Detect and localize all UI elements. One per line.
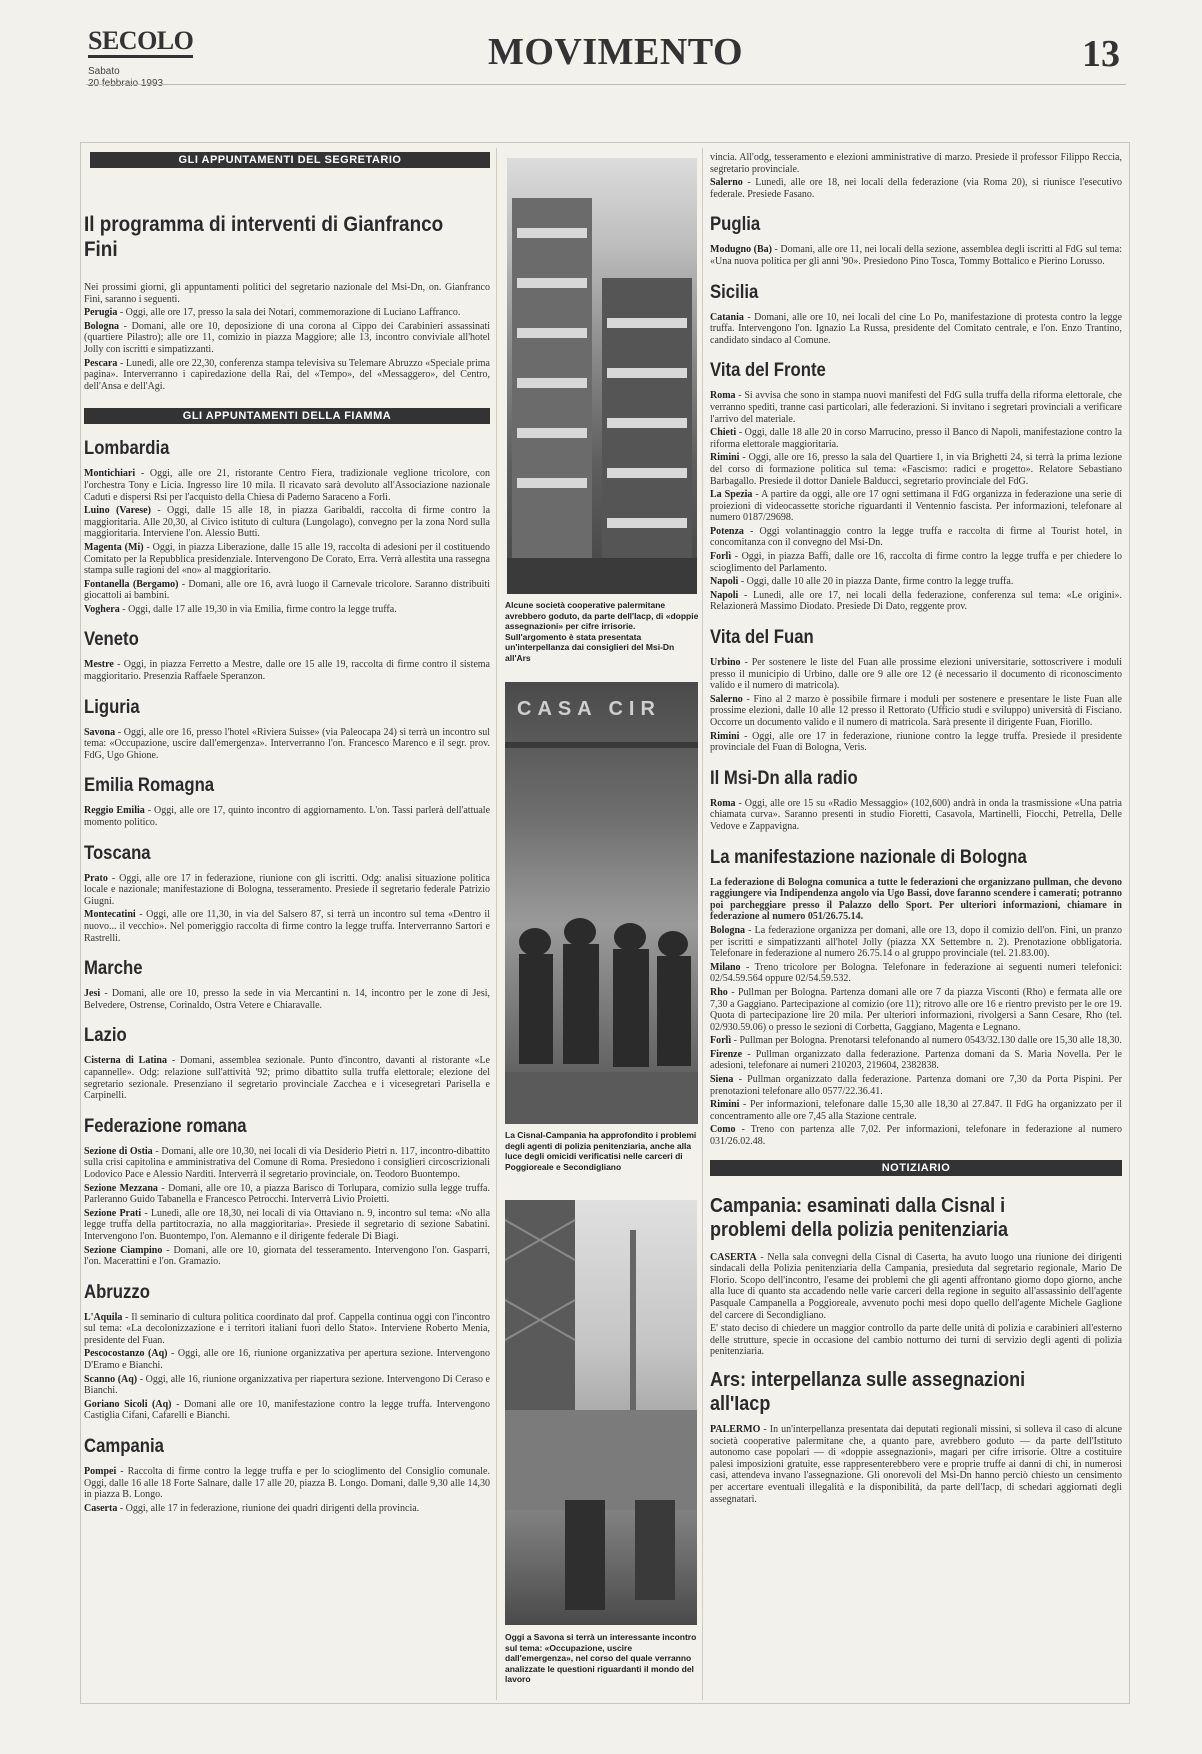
place-name: Modugno (Ba) xyxy=(710,244,772,256)
place-name: Pescocostanzo (Aq) xyxy=(84,1348,168,1360)
paragraph-text: - Domani, alle ore 10,30, nei locali di via Desiderio Pietri n. 117, incontro-dibattito sulla crisi capitolina e amministrativa del Comune di Roma. Presiedono i consiglieri circoscrizionali Lodovico Pace e Alessio Narditi. Interverrà il segretario provinciale, on. Teodoro Buontempo. xyxy=(84,1145,490,1180)
event-paragraph xyxy=(710,731,1122,754)
place-name: Savona xyxy=(84,726,116,738)
place-name: Forlì xyxy=(710,1035,732,1047)
event-paragraph xyxy=(710,798,1122,833)
section-intro: La federazione di Bologna comunica a tutte le federazioni che organizzano pullman, che devono raggiungere via Indipendenza angolo via Ugo Bassi, dove faranno scendere i camerati; potranno poi parcheggiare presso il Palazzo dello Sport. Per ulteriori informazioni, chiamare in federazione al numero 051/26.75.14. xyxy=(710,876,1122,923)
photo-caption-savona: Oggi a Savona si terrà un interessante incontro sul tema: «Occupazione, uscire dall'emergenza», nel corso del quale verranno analizzate le questioni riguardanti il mondo del lavoro xyxy=(505,1632,697,1684)
regions-list xyxy=(84,438,490,1514)
paragraph-text: E' stato deciso di chiedere un maggior controllo da parte delle unità di polizia e carabinieri all'esterno delle strutture, specie in occasione del cambio notturno dei turni di servizio degli agenti di polizia penitenziaria. xyxy=(710,1323,1122,1358)
event-paragraph xyxy=(710,489,1122,524)
section-bar-fiamma: GLI APPUNTAMENTI DELLA FIAMMA xyxy=(84,408,490,424)
paragraph-text: - A partire da oggi, alle ore 17 ogni settimana il FdG organizza in federazione una serie di proiezioni di videocassette storiche riguardanti il Ventennio fascista. Per informazioni, telefonare al numero 0187/29698. xyxy=(710,489,1122,524)
photo-caption-palermo: Alcune società cooperative palermitane avrebbero goduto, da parte dell'Iacp, di «doppie assegnazioni» per cifre irrisorie. Sull'argomento è stata presentata un'interpellanza dai consiglieri del Msi-Dn all'Ars xyxy=(505,600,699,663)
photo-caption-cisnal: La Cisnal-Campania ha approfondito i problemi degli agenti di polizia penitenziaria, anche alla luce degli omicidi verificatisi nelle carceri di Poggioreale e Secondigliano xyxy=(505,1130,697,1172)
right-sections xyxy=(710,214,1122,1147)
place-name: Forlì xyxy=(710,551,732,563)
place-name: Como xyxy=(710,1124,736,1136)
place-name: La Spezia xyxy=(710,489,753,501)
section-title: MOVIMENTO xyxy=(488,31,744,73)
region-heading: Federazione romana xyxy=(84,1115,247,1137)
event-paragraph xyxy=(710,312,1122,347)
paragraph-text: - Oggi, in piazza Liberazione, dalle 15 alle 19, raccolta di adesioni per il costituendo Comitato per la Repubblica presidenziale. Intervengono De Corato, Erra. Verrà allestita una rassegna stampa sulle ragioni del «no» al maggioritario. xyxy=(84,541,490,577)
event-paragraph xyxy=(710,576,1122,588)
port-illustration xyxy=(505,1200,697,1625)
event-paragraph xyxy=(84,727,490,762)
ars-title: Ars: interpellanza sulle assegnazioni all'Iacp xyxy=(710,1368,1026,1415)
paragraph-text: - Pullman per Bologna. Partenza domani alle ore 7 da piazza Visconti (Rho) e fermata alle ore 7,30 a Gaggiano. Partecipazione al comizio (ore 11); ritrovo alle ore 16 e rientro previsto per le ore 19. Quota di partecipazione lire 20 mila. Per ulteriori informazioni, rivolgersi a Sann Cesare, Rho (tel. 02/930.59.06) o presso le sezioni di Corbetta, Gaggiano, Magenta e Legnano. xyxy=(710,986,1122,1033)
page-number: 13 xyxy=(1082,33,1120,75)
paragraph-text: - Oggi, alle ore 17, presso la sala dei Notari, commemorazione di Luciano Laffranco. xyxy=(117,307,461,319)
event-paragraph xyxy=(84,1055,490,1101)
paragraph-text: - Lunedì, alle ore 18,30, nei locali di via Ottaviano n. 9, incontro sul tema: «No alla legge truffa della partitocrazia, no alla maggioritaria». Presiede il segretario di sezione Sabatini. Intervengono l'on. Buontempo, l'on. Alemanno e il dirigente federale Di Biagi. xyxy=(84,1207,490,1242)
paragraph-text: - Per sostenere le liste del Fuan alle prossime elezioni universitarie, sottoscrivere i moduli presso il municipio di Urbino, dalle ore 9 alle ore 12 (è necessario il documento di riconoscimento valido e il numero di matricola). xyxy=(710,657,1122,692)
place-name: Sezione Prati xyxy=(84,1207,142,1219)
place-name: Rimini xyxy=(710,452,740,464)
place-name: Potenza xyxy=(710,525,744,537)
event-paragraph xyxy=(84,805,490,828)
event-paragraph xyxy=(710,244,1122,267)
paragraph-text: - Oggi, alle 17 in federazione, riunione dei quadri dirigenti della provincia. xyxy=(117,1502,420,1514)
event-paragraph xyxy=(710,1049,1122,1072)
cisnal-article xyxy=(710,1252,1122,1358)
event-paragraph xyxy=(710,551,1122,574)
event-paragraph xyxy=(84,1312,490,1347)
paragraph-text: - Oggi, alle ore 16, presso l'hotel «Riviera Suisse» (via Paleocapa 24) si terrà un incontro sul tema: «Occupazione, uscire dall'emergenza». Interverranno l'on. Francesco Marenco e il segr. prov. FdG, Ugo Ghione. xyxy=(84,726,490,761)
place-name: Napoli xyxy=(710,576,739,588)
paragraph-text: - Oggi, in piazza Baffi, dalle ore 16, raccolta di firme contro la legge truffa e per chiedere lo scioglimento del Parlamento. xyxy=(710,551,1122,574)
paragraph-text: - Pullman per Bologna. Prenotarsi telefonando al numero 0543/32.130 dalle ore 15,30 alle 18,30. xyxy=(731,1035,1122,1047)
place-name: Roma xyxy=(710,390,736,402)
event-paragraph xyxy=(710,657,1122,692)
paragraph-text: - Oggi, in piazza Ferretto a Mestre, dalle ore 15 alle 19, raccolta di firme contro il sistema maggioritario. Presenzia Raffaele Speranzon. xyxy=(84,659,490,683)
place-name: Sezione di Ostia xyxy=(84,1145,153,1157)
paragraph-text: - Nella sala convegni della Cisnal di Caserta, ha avuto luogo una riunione dei dirigenti sindacali della Polizia penitenziaria della Campania, presieduta dal segretario regionale, Mario De Florio. Scopo dell'incontro, l'esame dei problemi che gli agenti affrontano giorno dopo giorno, anche alla luce di quanto sta accadendo nelle varie carceri della regione in seguito all'assassinio dell'agente Pasquale Campanella a Poggioreale, avvenuto pochi mesi dopo quello dell'agente Michele Gaglione del carcere di Secondigliano. xyxy=(710,1251,1122,1321)
section-heading: Il Msi-Dn alla radio xyxy=(710,767,858,789)
region-heading: Lombardia xyxy=(84,438,170,460)
place-name: Perugia xyxy=(84,307,118,319)
issue-date xyxy=(88,66,163,90)
paragraph-text: - Pullman organizzato dalla federazione. Partenza domani da S. Maria Novella. Per le adesioni, telefonare ai numeri 210203, 219604, 2382838. xyxy=(710,1048,1122,1072)
event-paragraph xyxy=(710,390,1122,425)
place-name: Rho xyxy=(710,986,728,998)
event-paragraph xyxy=(710,962,1122,985)
event-paragraph xyxy=(84,1183,490,1206)
fini-paragraph xyxy=(84,358,490,393)
paragraph-text: - Lunedì, alle ore 22,30, conferenza stampa televisiva su Telemare Abruzzo «Speciale prima pagina». Interverranno i capiredazione della Rai, del «Tempo», del «Messaggero», del Centro, dell'Ansa e dell'Agi. xyxy=(84,357,490,392)
paragraph-text: - Domani alle ore 10, manifestazione contro la legge truffa. Intervengono Castiglia Cifani, Cafarelli e Bianchi. xyxy=(84,1398,490,1422)
issue-day: Sabato xyxy=(88,66,120,77)
fini-title: Il programma di interventi di Gianfranco Fini xyxy=(84,213,444,261)
paragraph-text: - Pullman organizzato dalla federazione. Partenza domani ore 7,30 da Porta Pispini. Per prenotazioni telefonare allo 0577/22.36.41. xyxy=(710,1074,1122,1097)
paragraph-text: - Oggi, alle ore 16, riunione organizzativa per apertura sezione. Intervengono D'Eramo e Bianchi. xyxy=(84,1348,490,1372)
cisnal-paragraph xyxy=(710,1252,1122,1322)
cisnal-paragraph xyxy=(710,1323,1122,1358)
paragraph-text: - Oggi, dalle 15 alle 18, in piazza Garibaldi, raccolta di firme contro la maggioritaria. Alle 20,30, al Civico istituto di cultura (Lungolago), convegno per la zona Nord sulla maggioritaria. Interviene l'on. Alessio Butti. xyxy=(84,505,490,540)
place-name: CASERTA xyxy=(710,1251,757,1263)
paragraph-text: - Domani, alle ore 10, a piazza Barisco di Torlupara, comizio sulla legge truffa. Parleranno Guido Tabanella e Francesco Petrocchi. Interverrà Livio Proietti. xyxy=(84,1182,490,1206)
left-column xyxy=(84,152,490,1697)
place-name: Reggio Emilia xyxy=(84,805,145,817)
ars-article xyxy=(710,1424,1122,1505)
place-name: Catania xyxy=(710,311,744,323)
paragraph-text: - Oggi, alle ore 17, quinto incontro di aggiornamento. L'on. Tassi parlerà dell'attuale momento politico. xyxy=(84,805,490,829)
ars-paragraph xyxy=(710,1424,1122,1505)
paragraph-text: - Per informazioni, telefonare dalle 15,30 alle 18,30 al 27.847. Il FdG ha organizzato per il concentramento alle ore 7,45 alla Stazione centrale. xyxy=(710,1099,1122,1122)
event-paragraph xyxy=(710,1124,1122,1147)
fini-paragraph xyxy=(84,307,490,319)
place-name: Montecatini xyxy=(84,909,136,921)
continued-paragraph xyxy=(710,177,1122,200)
place-name: Mestre xyxy=(84,659,114,671)
paragraph-text: - Oggi, alle ore 11,30, in via del Salsero 87, si terrà un incontro sul tema «Dentro il nuovo... il vecchio». Nel pomeriggio raccolta di firme contro la legge truffa. Interverranno Sartori e Rastrelli. xyxy=(84,909,490,944)
event-paragraph xyxy=(710,1035,1122,1047)
place-name: Pescara xyxy=(84,357,118,369)
paragraph-text: - Oggi volantinaggio contro la legge truffa e raccolta di firme al Tourist hotel, in concomitanza con il convegno del Msi-Dn. xyxy=(710,525,1122,549)
buildings-illustration xyxy=(507,158,697,594)
paragraph-text: - Domani, alle ore 11, nei locali della sezione, assemblea degli iscritti al FdG sul tema: «Una nuova politica per gli anni '90». Presiedono Pino Tosca, Tommy Bottalico e Pierino Lorusso. xyxy=(710,244,1122,267)
event-paragraph xyxy=(84,873,490,908)
place-name: Prato xyxy=(84,872,108,884)
section-bar-notiziario: NOTIZIARIO xyxy=(710,1160,1122,1176)
place-name: Luino (Varese) xyxy=(84,505,151,517)
event-paragraph xyxy=(84,1348,490,1371)
fini-paragraph xyxy=(84,282,490,305)
place-name: Salerno xyxy=(710,177,743,189)
place-name: Rimini xyxy=(710,1099,740,1111)
paragraph-text: - Treno con partenza alle 7,02. Per informazioni, telefonare in federazione al numero 031/26.02.48. xyxy=(710,1124,1122,1148)
place-name: Sezione Mezzana xyxy=(84,1182,158,1194)
paragraph-text: - Oggi, alle ore 21, ristorante Centro Fiera, tradizionale veglione tricolore, con l'orchestra Tony e Licia. Ingresso lire 10 mila. Il ricavato sarà devoluto all'Associazione nazionale Caduti e dispersi Rsi per l'acquisto della Chiesa di Paderno Saraceno a Forlì. xyxy=(84,468,490,503)
region-heading: Emilia Romagna xyxy=(84,775,215,797)
region-heading: Veneto xyxy=(84,629,139,651)
place-name: Magenta (Mi) xyxy=(84,541,144,553)
place-name: Montichiari xyxy=(84,468,136,480)
paragraph-text: - Fino al 2 marzo è possibile firmare i moduli per sostenere e presentare le liste Fuan alle prossime elezioni, dalle 10 alle 12 presso il Rettorato (Ufficio studi e sviluppo) università di Fisciano. Occorre un documento valido e il numero di matricola. Sarà presente il dirigente Fuan, Fiorillo. xyxy=(710,693,1122,728)
paragraph-text: - Lunedì, alle ore 18, nei locali della federazione (via Roma 20), si riunisce l'esecutivo federale. Presiede Fasano. xyxy=(710,177,1122,200)
event-paragraph xyxy=(710,1099,1122,1122)
place-name: Napoli xyxy=(710,589,739,601)
paragraph-text: - Domani, alle ore 16, avrà luogo il Carnevale tricolore. Saranno distribuiti giocattoli ai bambini. xyxy=(84,578,490,602)
paragraph-text: - Domani, assemblea sezionale. Punto d'incontro, davanti al ristorante «Le capannelle». Odg: relazione sull'attività '92; primo dibattito sulla truffa elettorale; elezione del segretario sezionale. Presenziano il segretario provinciale Zacchea e i vicesegretari Parisella e Carpinelli. xyxy=(84,1055,490,1102)
event-paragraph xyxy=(710,590,1122,613)
paragraph-text: - Si avvisa che sono in stampa nuovi manifesti del FdG sulla truffa della riforma elettorale, che verranno spediti, tranne casi particolari, alle federazioni. Si invitano i segretari provinciali a verificare l'arrivo del materiale. xyxy=(710,390,1122,425)
event-paragraph xyxy=(84,1146,490,1181)
event-paragraph xyxy=(84,1399,490,1422)
cisnal-title: Campania: esaminati dalla Cisnal i problemi della polizia penitenziaria xyxy=(710,1194,1009,1241)
event-paragraph xyxy=(710,452,1122,487)
event-paragraph xyxy=(84,542,490,577)
place-name: Caserta xyxy=(84,1502,118,1514)
paragraph-text: - Domani, alle ore 10, giornata del tesseramento. Intervengono l'on. Gasparri, l'on. Macerattini e l'on. Gramazio. xyxy=(84,1244,490,1268)
place-name: Milano xyxy=(710,961,741,973)
event-paragraph xyxy=(84,505,490,540)
fini-paragraph xyxy=(84,321,490,356)
paragraph-text: - Oggi, alle ore 16, presso la sala del Quartiere 1, in via Brighetti 24, si terrà la prima lezione del corso di formazione politica sul tema: «Fascismo: radici e progetto». Relatore Sebastiano Barbagallo. Presiede il dottor Daniele Balducci, segretario provinciale del FdG. xyxy=(710,452,1122,487)
paragraph-text: - In un'interpellanza presentata dai deputati regionali missini, si solleva il caso di alcune società cooperative palermitane che, a quanto pare, avrebbero goduto — da parte dell'Istituto autonomo case popolari — di «doppie assegnazioni», magari per cifre irrisorie. Oltre a costituire palesi imposizioni gratuite, esse rappresenterebbero vere e proprie truffe ai danni di chi, in numerosi casi, attendeva invano l'assegnazione. Gli onorevoli del Msi-Dn hanno perciò chiesto un censimento per accertare eventuali illegalità e la disponibilità, da parte dell'Iacp, di schedari aggiornati degli assegnatari. xyxy=(710,1423,1122,1505)
region-heading: Marche xyxy=(84,958,143,980)
place-name: L'Aquila xyxy=(84,1311,123,1323)
paragraph-text: - La federazione organizza per domani, alle ore 13, dopo il comizio dell'on. Fini, un pranzo per iscritti e simpatizzanti all'hotel Jolly (piazza XX Settembre n. 2). Prenotazione obbligatoria. Telefonare in federazione al numero 26.75.14 o al gruppo provinciale (tel. 21.83.00). xyxy=(710,924,1122,960)
masthead-rule xyxy=(86,84,1126,85)
continued-paragraph xyxy=(710,152,1122,175)
event-paragraph xyxy=(84,468,490,503)
place-name: Bologna xyxy=(710,924,746,936)
region-heading: Liguria xyxy=(84,696,140,718)
section-heading: Sicilia xyxy=(710,281,759,303)
photo-sign-text: CASA CIR xyxy=(517,698,661,720)
paragraph-text: Nei prossimi giorni, gli appuntamenti politici del segretario nazionale del Msi-Dn, on. Gianfranco Fini, saranno i seguenti. xyxy=(84,282,490,305)
event-paragraph xyxy=(84,1245,490,1268)
event-paragraph xyxy=(84,1208,490,1243)
section-heading: Vita del Fronte xyxy=(710,360,826,382)
event-paragraph xyxy=(710,694,1122,729)
officers-illustration xyxy=(505,682,698,1124)
fini-article xyxy=(84,282,490,392)
newspaper-logo: SECOLO xyxy=(88,28,193,58)
place-name: Scanno (Aq) xyxy=(84,1373,138,1385)
paragraph-text: - Domani, alle ore 10, deposizione di una corona al Cippo dei Carabinieri assassinati (quartiere Pilastro); alle ore 11, comizio in piazza Maggiore; alle 13, incontro conviviale all'hotel Jolly con iscritti e simpatizzanti. xyxy=(84,320,490,355)
place-name: Roma xyxy=(710,797,736,809)
place-name: Goriano Sicoli (Aq) xyxy=(84,1398,172,1410)
place-name: Siena xyxy=(710,1074,734,1086)
place-name: Pompei xyxy=(84,1466,117,1478)
section-heading: Vita del Fuan xyxy=(710,627,814,649)
region-heading: Toscana xyxy=(84,842,151,864)
column-divider-2 xyxy=(702,148,703,1700)
paragraph-text: - Domani, alle ore 10, nei locali del cine Lo Po, manifestazione di protesta contro la legge truffa. Intervengono l'on. Ignazio La Russa, presidente del Comitato centrale, e l'on. Enzo Trantino, candidato sindaco al Comune. xyxy=(710,311,1122,346)
place-name: Sezione Ciampino xyxy=(84,1244,163,1256)
paragraph-text: - Oggi, dalle 17 alle 19,30 in via Emilia, firme contro la legge truffa. xyxy=(119,603,397,615)
event-paragraph xyxy=(84,659,490,682)
section-heading: La manifestazione nazionale di Bologna xyxy=(710,846,1027,868)
paragraph-text: vincia. All'odg, tesseramento e elezioni amministrative di marzo. Presiede il professor Filippo Reccia, segretario provinciale. xyxy=(710,152,1122,175)
region-heading: Abruzzo xyxy=(84,1281,150,1303)
section-bar-secretary: GLI APPUNTAMENTI DEL SEGRETARIO xyxy=(90,152,490,168)
right-intro xyxy=(710,152,1122,200)
place-name: Cisterna di Latina xyxy=(84,1055,167,1067)
place-name: Chieti xyxy=(710,427,737,439)
region-heading: Lazio xyxy=(84,1025,127,1047)
event-paragraph xyxy=(84,909,490,944)
paragraph-text: - Oggi, alle ore 17 in federazione, riunione con gli iscritti. Odg: analisi situazione politica locale e nazionale; manifestazione di Bologna, tesseramento. Presiede il segretario federale Patrizio Giugni. xyxy=(84,872,490,907)
place-name: PALERMO xyxy=(710,1423,761,1435)
event-paragraph xyxy=(710,987,1122,1033)
place-name: Salerno xyxy=(710,693,743,705)
event-paragraph xyxy=(84,604,490,616)
place-name: Voghera xyxy=(84,603,120,615)
event-paragraph xyxy=(84,988,490,1011)
photo-savona-port xyxy=(505,1200,697,1625)
place-name: Bologna xyxy=(84,320,120,332)
right-column xyxy=(710,152,1122,1697)
photo-palermo-buildings xyxy=(507,158,697,594)
paragraph-text: - Oggi, dalle 10 alle 20 in piazza Dante, firme contro la legge truffa. xyxy=(738,576,1014,588)
paragraph-text: - Domani, alle ore 10, presso la sede in via Mercantini n. 14, incontro per le zone di Jesi, Belvedere, Ostrense, Corinaldo, Ostra Vetere e Chiaravalle. xyxy=(84,988,490,1011)
place-name: Firenze xyxy=(710,1048,743,1060)
section-heading: Puglia xyxy=(710,214,761,236)
event-paragraph xyxy=(84,1503,490,1515)
paragraph-text: - Il seminario di cultura politica coordinato dal prof. Cappella continua oggi con l'incontro sul tema: «La decolonizzazione e i territori italiani fuori dello Stato». Interviene Roberto Menia, presidente del Fuan. xyxy=(84,1311,490,1346)
column-divider-1 xyxy=(496,148,497,1700)
place-name: Jesi xyxy=(84,988,101,1000)
region-heading: Campania xyxy=(84,1436,164,1458)
paragraph-text: - Treno tricolore per Bologna. Telefonare in federazione ai seguenti numeri telefonici: 02/54.59.564 oppure 02/54.59.532. xyxy=(710,961,1122,985)
event-paragraph xyxy=(84,1374,490,1397)
event-paragraph xyxy=(710,925,1122,960)
paragraph-text: - Raccolta di firme contro la legge truffa e per lo scioglimento del Consiglio comunale. Oggi, dalle 16 alle 18 Forte Salnare, dalle 17 alle 20, piazza B. Longo. Domani, dalle 9,30 alle 14,30 in piazza B. Longo. xyxy=(84,1466,490,1501)
paragraph-text: - Oggi, alle 16, riunione organizzativa per riapertura sezione. Intervengono Di Ceraso e Bianchi. xyxy=(84,1373,490,1397)
place-name: Fontanella (Bergamo) xyxy=(84,578,179,590)
place-name: Rimini xyxy=(710,730,740,742)
paragraph-text: - Oggi, dalle 18 alle 20 in corso Marrucino, presso il Banco di Napoli, manifestazione contro la riforma elettorale maggioritaria. xyxy=(710,427,1122,450)
event-paragraph xyxy=(710,526,1122,549)
event-paragraph xyxy=(84,1466,490,1501)
event-paragraph xyxy=(710,427,1122,450)
place-name: Urbino xyxy=(710,657,741,669)
paragraph-text: - Oggi, alle ore 15 su «Radio Messaggio» (102,600) andrà in onda la trasmissione «Una patria chiamata curva». Saranno presenti in studio Fioretti, Casavola, Martinelli, Fiocchi, Petrella, Delle Vedove e Zappavigna. xyxy=(710,797,1122,832)
event-paragraph xyxy=(84,579,490,602)
paragraph-text: - Oggi, alle ore 17 in federazione, riunione contro la legge truffa. Presiede il presidente provinciale del Fuan di Bologna, Veris. xyxy=(710,730,1122,754)
event-paragraph xyxy=(710,1074,1122,1097)
photo-police-officers xyxy=(505,682,698,1124)
paragraph-text: - Lunedì, alle ore 17, nei locali della federazione, conferenza sul tema: «Le origini». Relazionerà Massimo Diodato. Presiede Di Dato, reggente prov. xyxy=(710,589,1122,613)
